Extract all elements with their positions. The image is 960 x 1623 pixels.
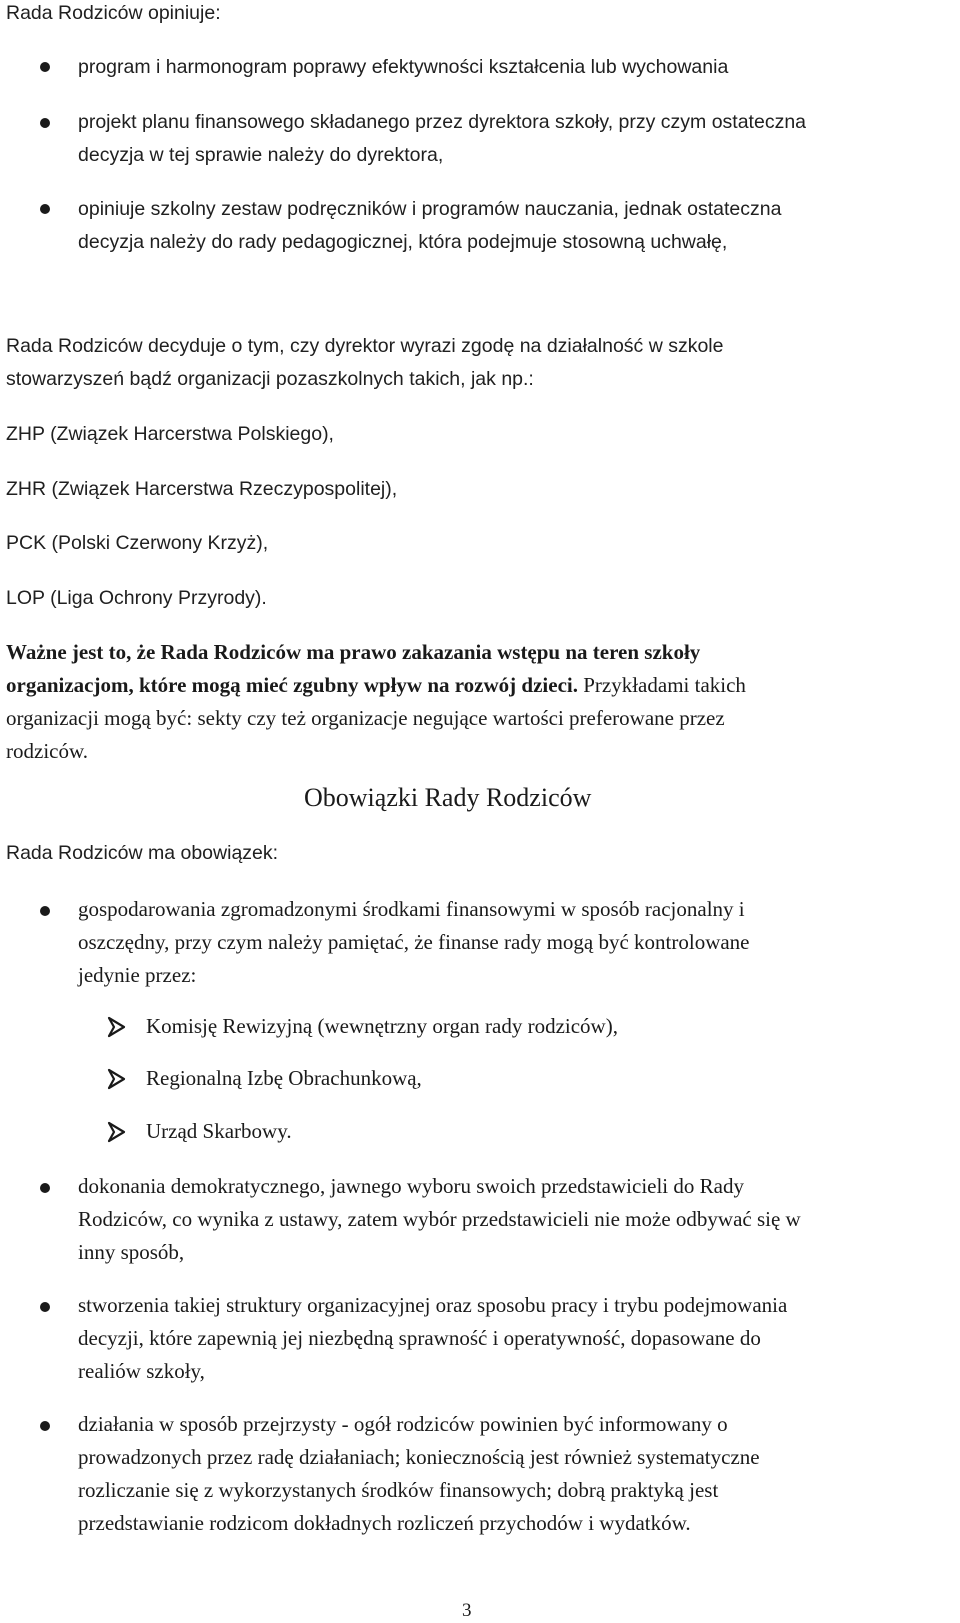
- duty-4-line-3: rozliczanie się z wykorzystanych środków finansowych; dobrą praktyką jest: [78, 1478, 719, 1502]
- opinion-intro: Rada Rodziców opiniuje:: [6, 2, 221, 24]
- important-line-2: [6, 669, 746, 702]
- opinion-item-1-line-1: program i harmonogram poprawy efektywności kształcenia lub wychowania: [78, 56, 729, 78]
- decision-line-1: Rada Rodziców decyduje o tym, czy dyrektor wyrazi zgodę na działalność w szkole: [6, 335, 724, 357]
- duty-1-line-1: gospodarowania zgromadzonymi środkami finansowymi w sposób racjonalny i: [78, 897, 745, 921]
- organization-zhr: ZHR (Związek Harcerstwa Rzeczypospolitej),: [6, 478, 398, 500]
- duty-1-sub-1: Komisję Rewizyjną (wewnętrzny organ rady rodziców),: [146, 1014, 618, 1038]
- important-bold-line-1: Ważne jest to, że Rada Rodziców ma prawo zakazania wstępu na teren szkoły: [6, 640, 701, 664]
- decision-line-2: stowarzyszeń bądź organizacji pozaszkolnych takich, jak np.:: [6, 368, 534, 390]
- duty-1-sub-3: Urząd Skarbowy.: [146, 1119, 292, 1143]
- duty-4-line-1: działania w sposób przejrzysty - ogół rodziców powinien być informowany o: [78, 1412, 728, 1436]
- arrow-bullet-icon: [106, 1068, 128, 1090]
- important-tail-line-2: Przykładami takich: [577, 673, 746, 697]
- page-number: 3: [462, 1600, 472, 1621]
- duty-1-line-3: jedynie przez:: [78, 963, 197, 987]
- important-line-3: organizacji mogą być: sekty czy też organizacje negujące wartości preferowane przez: [6, 706, 725, 730]
- duties-intro: Rada Rodziców ma obowiązek:: [6, 842, 279, 864]
- opinion-item-2-line-1: projekt planu finansowego składanego przez dyrektora szkoły, przy czym ostateczna: [78, 111, 807, 133]
- duty-3-line-3: realiów szkoły,: [78, 1359, 205, 1383]
- arrow-bullet-icon: [106, 1121, 128, 1143]
- important-line-4: rodziców.: [6, 739, 89, 763]
- duty-4-line-2: prowadzonych przez radę działaniach; koniecznością jest również systematyczne: [78, 1445, 760, 1469]
- organization-zhp: ZHP (Związek Harcerstwa Polskiego),: [6, 423, 334, 445]
- bullet-icon: [40, 906, 50, 916]
- duty-2-line-3: inny sposób,: [78, 1240, 185, 1264]
- organization-pck: PCK (Polski Czerwony Krzyż),: [6, 532, 269, 554]
- opinion-item-2-line-2: decyzja w tej sprawie należy do dyrektora,: [78, 144, 444, 166]
- bullet-icon: [40, 1183, 50, 1193]
- important-bold-line-2: organizacjom, które mogą mieć zgubny wpływ na rozwój dzieci.: [6, 673, 578, 697]
- opinion-item-3-line-1: opiniuje szkolny zestaw podręczników i programów nauczania, jednak ostateczna: [78, 198, 782, 220]
- bullet-icon: [40, 1302, 50, 1312]
- bullet-icon: [40, 204, 50, 214]
- arrow-bullet-icon: [106, 1016, 128, 1038]
- bullet-icon: [40, 62, 50, 72]
- duty-3-line-1: stworzenia takiej struktury organizacyjnej oraz sposobu pracy i trybu podejmowania: [78, 1293, 788, 1317]
- duty-2-line-2: Rodziców, co wynika z ustawy, zatem wybór przedstawicieli nie może odbywać się w: [78, 1207, 801, 1231]
- opinion-item-3-line-2: decyzja należy do rady pedagogicznej, która podejmuje stosowną uchwałę,: [78, 231, 728, 253]
- duty-1-line-2: oszczędny, przy czym należy pamiętać, że finanse rady mogą być kontrolowane: [78, 930, 750, 954]
- bullet-icon: [40, 118, 50, 128]
- bullet-icon: [40, 1421, 50, 1431]
- duty-2-line-1: dokonania demokratycznego, jawnego wyboru swoich przedstawicieli do Rady: [78, 1174, 744, 1198]
- duty-3-line-2: decyzji, które zapewnią jej niezbędną sprawność i operatywność, dopasowane do: [78, 1326, 761, 1350]
- duty-4-line-4: przedstawianie rodzicom dokładnych rozliczeń przychodów i wydatków.: [78, 1511, 691, 1535]
- duty-1-sub-2: Regionalną Izbę Obrachunkową,: [146, 1066, 422, 1090]
- organization-lop: LOP (Liga Ochrony Przyrody).: [6, 587, 267, 609]
- duties-title: Obowiązki Rady Rodziców: [304, 783, 592, 812]
